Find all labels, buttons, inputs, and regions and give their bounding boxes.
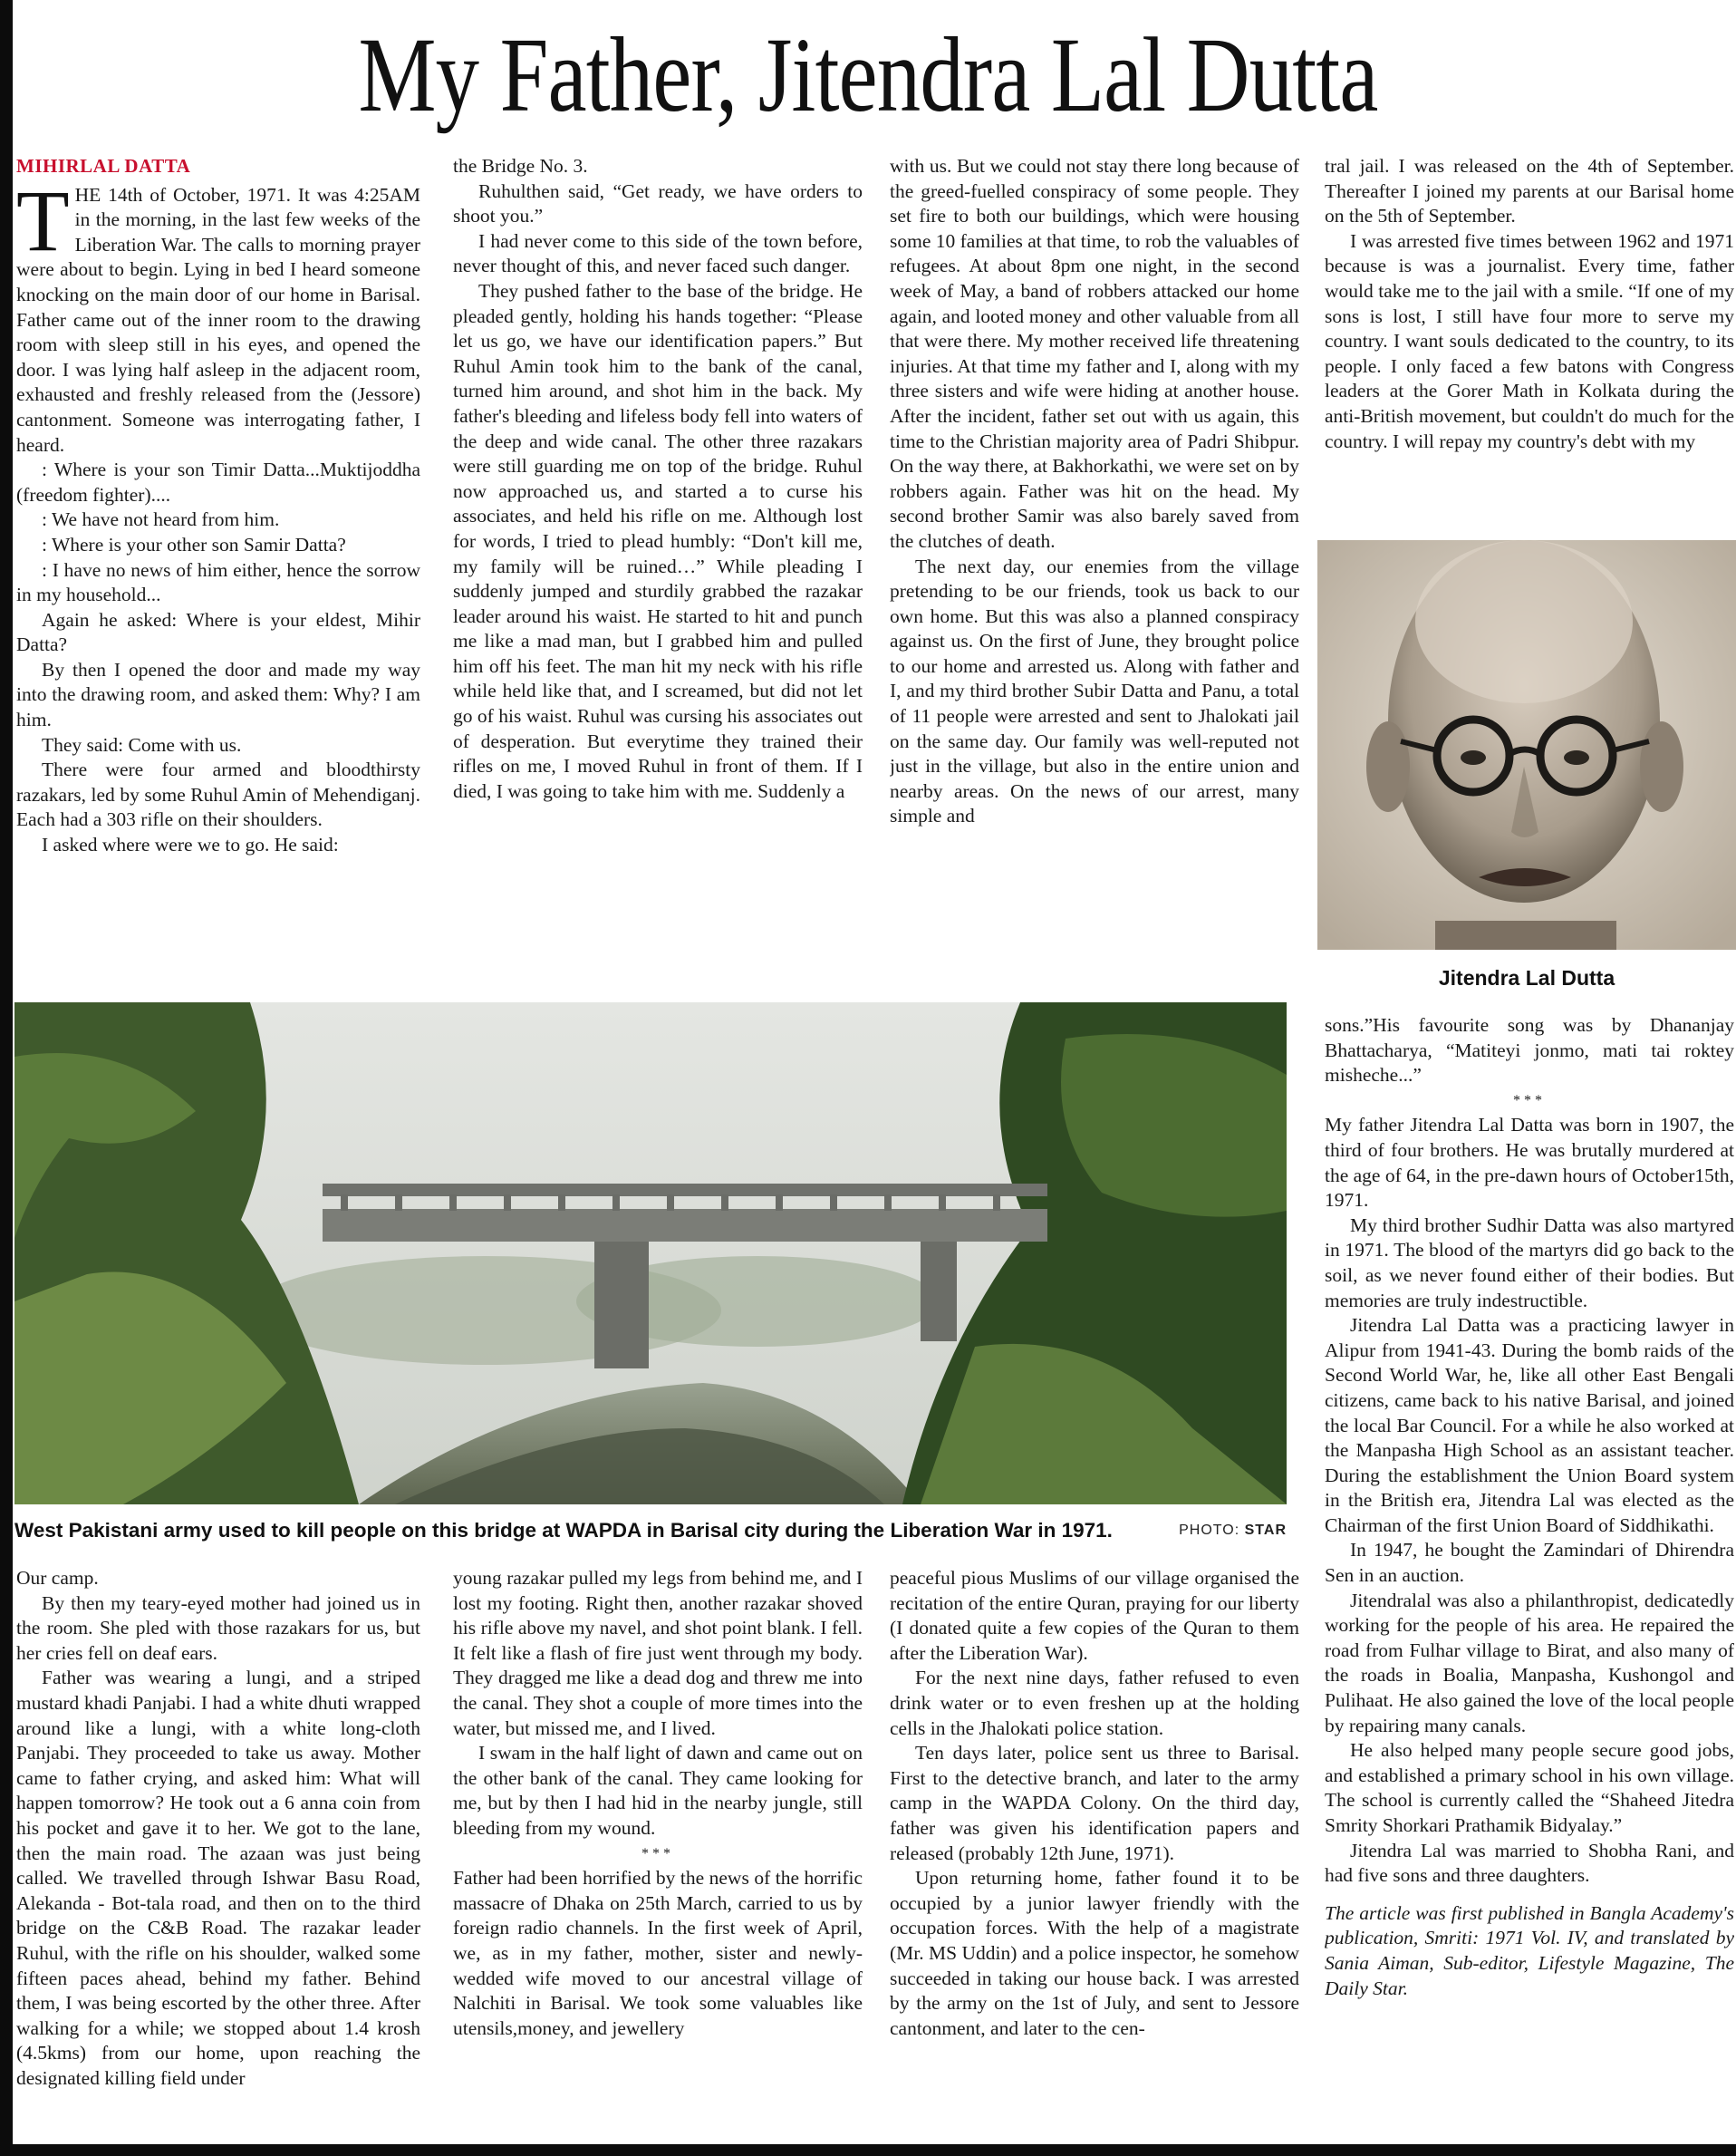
paragraph: the Bridge No. 3. <box>453 155 588 177</box>
photo-caption-bar <box>14 1519 1287 1552</box>
section-divider: *** <box>1513 1092 1546 1108</box>
paragraph: sons.”His favourite song was by Dhananjay Bhattacharya, “Matiteyi jonmo, mati tai roktey misheche...” <box>1325 1014 1734 1087</box>
column-4-top <box>1325 154 1734 531</box>
paragraph: By then I opened the door and made my way into the drawing room, and asked them: Why? I am him. <box>16 658 420 731</box>
paragraph: Upon returning home, father found it to be occupied by a junior lawyer friendly with the occupation forces. With the help of a magistrate (Mr. MS Uddin) and a police inspector, he somehow succeeded in taking our house back. I was arrested by the army on the 1st of July, and sent to Jessore cantonment, and later to the cen- <box>890 1867 1299 2039</box>
photo-credit-label: PHOTO: <box>1179 1523 1240 1538</box>
section-divider: *** <box>641 1845 674 1861</box>
paragraph: peaceful pious Muslims of our village organised the recitation of the entire Quran, praying for our liberty (I donated quite a few copies of the Quran to them after the Liberation War). <box>890 1567 1299 1664</box>
photo-caption: West Pakistani army used to kill people on this bridge at WAPDA in Barisal city during the Liberation War in 1971. <box>14 1519 1113 1542</box>
paragraph: They pushed father to the base of the bridge. He pleaded gently, holding his hands together: “Please let us go, we have our identification papers.” But Ruhul Amin took him to the bank of the canal, turned him around, and shot him in the back. My father's bleeding and lifeless body fell into waters of the deep and wide canal. The other three razakars were still guarding me on top of the bridge. Ruhul now approached us, and started a to curse his associates, and held his rifle on me. Although lost for words, I tried to plead humbly: “Don't kill me, my family will be ruined…” While pleading I suddenly jumped and sturdily grabbed the razakar leader around his waist. He started to hit and punch me like a mad man, but I grabbed him and pulled him off his feet. The man hit my neck with his rifle while held like that, and I screamed, but did not let go of his waist. Ruhul was cursing his associates out of desperation. But everytime they trained their rifles on me, I moved Ruhul in front of them. If I died, I was going to take him with me. Suddenly a <box>453 279 863 802</box>
paragraph: My father Jitendra Lal Datta was born in 1907, the third of four brothers. He was brutally murdered at the age of 64, in the pre-dawn hours of October15th, 1971. <box>1325 1114 1734 1212</box>
paragraph: tral jail. I was released on the 4th of September. Thereafter I joined my parents at our Barisal home on the 5th of September. <box>1325 155 1734 227</box>
column-2-top <box>453 154 863 961</box>
paragraph: I was arrested five times between 1962 and 1971 because is was a journalist. Every time, father would take me to the jail with a smile. “If one of my sons is lost, I still have four more to serve my country. I want souls dedicated to the country, to its people. I only faced a few batons with Congress leaders at the Gorer Math in Kolkata during the anti-British movement, but couldn't do much for the country. I will repay my country's debt with my <box>1325 229 1734 452</box>
paragraph: The next day, our enemies from the village pretending to be our friends, took us back to our own home. But this was also a planned conspiracy against us. On the first of June, they brought police to our home and arrested us. Along with father and I, and my third brother Subir Datta and Panu, a total of 11 people were arrested and sent to Jhalokati jail on the same day. Our family was well-reputed not just in the village, but also in the entire union and nearby areas. On the news of our arrest, many simple and <box>890 555 1299 827</box>
left-border-rule <box>0 0 13 2156</box>
paragraph: Jitendra Lal Datta was a practicing lawyer in Alipur from 1941-43. During the bomb raids of the Second World War, he, like all other East Bengali citizens, came back to his native Barisal, and joined the local Bar Council. For a while he also worked at the Manpasha High School as an assistant teacher. During the establishment the Union Board system in the British era, Jitendra Lal was elected as the Chairman of the first Union Board of Siddhikathi. <box>1325 1314 1734 1536</box>
column-3-bottom <box>890 1566 1299 2142</box>
paragraph: He also helped many people secure good jobs, and established a primary school in his own village. The school is currently called the “Shaheed Jitedra Smrity Shorkari Prathamik Bidyalay.” <box>1325 1739 1734 1836</box>
photo-credit-source: STAR <box>1244 1523 1287 1538</box>
byline: MIHIRLAL DATTA <box>16 155 191 177</box>
paragraph: They said: Come with us. <box>42 733 242 756</box>
paragraph: Again he asked: Where is your eldest, Mihir Datta? <box>16 608 420 656</box>
paragraph: For the next nine days, father refused to even drink water or to even freshen up at the holding cells in the Jhalokati police station. <box>890 1667 1299 1739</box>
bottom-border-rule <box>0 2144 1736 2156</box>
paragraph: : Where is your son Timir Datta...Muktijoddha (freedom fighter).... <box>16 459 420 506</box>
column-2-bottom <box>453 1566 863 2142</box>
portrait-caption: Jitendra Lal Dutta <box>1438 966 1615 990</box>
paragraph: In 1947, he bought the Zamindari of Dhirendra Sen in an auction. <box>1325 1539 1734 1587</box>
paragraph: : I have no news of him either, hence the sorrow in my household... <box>16 558 420 606</box>
paragraph: Father was wearing a lungi, and a striped mustard khadi Panjabi. I had a white dhuti wrapped around like a lungi, with a white long-cloth Panjabi. They proceeded to take us away. Mother came to father crying, and asked him: What will happen tomorrow? He took out a 6 anna coin from his pocket and gave it to her. We got to the lane, then the main road. The azaan was just being called. We travelled through Ishwar Basu Road, Alekanda - Bot-tala road, and then on to the third bridge on the C&B Road. The razakar leader Ruhul, with the rifle on his shoulder, walked some fifteen paces ahead, behind my father. Behind them, I was being escorted by the other three. After walking for a while; we stopped about 1.4 krosh (4.5kms) from our home, upon reaching the designated killing field under <box>16 1667 420 2089</box>
column-1-top <box>16 154 420 961</box>
paragraph: Ruhulthen said, “Get ready, we have orders to shoot you.” <box>453 179 863 227</box>
paragraph: My third brother Sudhir Datta was also martyred in 1971. The blood of the martyrs did go back to the soil, as we never found either of their bodies. But memories are truly indestructible. <box>1325 1213 1734 1311</box>
paragraph: Our camp. <box>16 1567 99 1589</box>
bridge-image <box>14 1002 1287 1504</box>
paragraph: Jitendra Lal was married to Shobha Rani, and had five sons and three daughters. <box>1325 1839 1734 1887</box>
paragraph: I swam in the half light of dawn and came out on the other bank of the canal. They came looking for me, but by then I had hid in the nearby jungle, still bleeding from my wound. <box>453 1742 863 1839</box>
paragraph: I had never come to this side of the town before, never thought of this, and never faced such danger. <box>453 229 863 277</box>
headline: My Father, Jitendra Lal Dutta <box>358 15 1378 134</box>
portrait-image <box>1317 540 1736 950</box>
paragraph: By then my teary-eyed mother had joined us in the room. She pled with those razakars for us, but her cries fell on deaf ears. <box>16 1591 420 1664</box>
column-3-top <box>890 154 1299 961</box>
portrait-photo <box>1317 540 1736 950</box>
dropcap: T <box>16 171 70 269</box>
paragraph: Father had been horrified by the news of the horrific massacre of Dhaka on 25th March, carried to us by foreign radio channels. In the first week of April, we, as in my father, mother, sister and newly-wedded wife moved to our ancestral village of Nalchiti in Barisal. We took some valuables like utensils,money, and jewellery <box>453 1867 863 2039</box>
paragraph: HE 14th of October, 1971. It was 4:25AM in the morning, in the last few weeks of the Liberation War. The calls to morning prayer were about to begin. Lying in bed I heard someone knocking on the main door of our home in Barisal. Father came out of the inner room to the drawing room with sleep still in his eyes, and opened the door. I was lying half asleep in the adjacent room, exhausted and freshly released from the (Jessore) cantonment. Someone was interrogating father, I heard. <box>16 183 420 456</box>
credit-note: The article was first published in Bangla Academy's publication, Smriti: 1971 Vol. IV, and translated by Sania Aiman, Sub-editor, Lifestyle Magazine, The Daily Star. <box>1325 1901 1734 1999</box>
paragraph: Ten days later, police sent us three to Barisal. First to the detective branch, and later to the army camp in the WAPDA Colony. On the third day, father was given his identification papers and released (probably 12th June, 1971). <box>890 1742 1299 1864</box>
paragraph: : Where is your other son Samir Datta? <box>42 533 346 556</box>
paragraph: young razakar pulled my legs from behind me, and I lost my footing. Right then, another razakar shoved his rifle above my navel, and shot point blank. I fell. It felt like a flash of fire just went through my body. They dragged me like a dead dog and threw me into the canal. They shot a couple of more times into the water, but missed me, and I lived. <box>453 1567 863 1739</box>
column-4-bottom <box>1325 1013 1734 2141</box>
column-1-bottom <box>16 1566 420 2142</box>
paragraph: : We have not heard from him. <box>42 508 280 531</box>
photo-credit <box>1179 1523 1287 1539</box>
paragraph: I asked where were we to go. He said: <box>42 834 339 856</box>
paragraph: with us. But we could not stay there long because of the greed-fuelled conspiracy of some people. They set fire to both our buildings, which were housing some 10 families at that time, to rob the valuables of refugees. At about 8pm one night, in the second week of May, a band of robbers attacked our home again, and looted money and other valuable from all that were there. My mother received life threatening injuries. At that time my father and I, along with my three sisters and wife were hiding at another house. After the incident, father set out with us again, this time to the Christian majority area of Padri Shibpur. On the way there, at Bakhorkathi, we were set on by robbers again. Father was hit on the head. My second brother Samir was also barely saved from the clutches of death. <box>890 155 1299 552</box>
bridge-photo <box>14 1002 1287 1504</box>
paragraph: Jitendralal was also a philanthropist, dedicatedly working for the people of his area. He repaired the road from Fulhar village to Birat, and also many of the roads in Boalia, Manpasha, Kushongol and Pulihaat. He also gained the love of the local people by repairing many canals. <box>1325 1589 1734 1736</box>
paragraph: There were four armed and bloodthirsty razakars, led by some Ruhul Amin of Mehendiganj. Each had a 303 rifle on their shoulders. <box>16 759 420 831</box>
